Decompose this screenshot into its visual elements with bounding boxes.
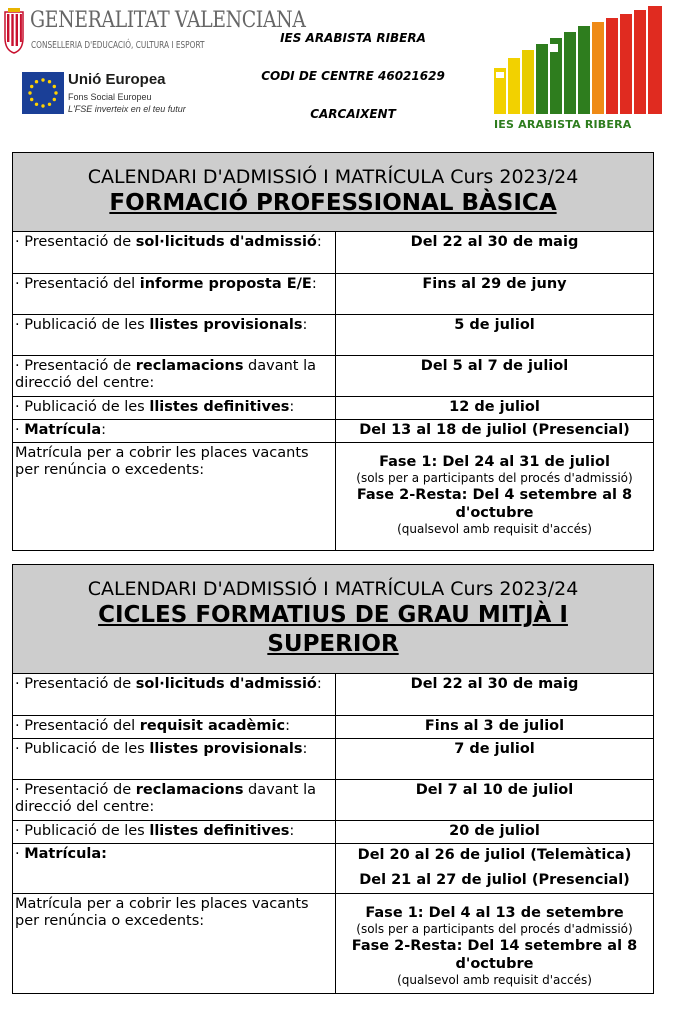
school-code: CODI DE CENTRE 46021629 — [261, 69, 445, 83]
table-row — [13, 893, 653, 993]
table-row — [13, 355, 653, 396]
generalitat-shield-icon — [4, 8, 24, 54]
phase2-note: (qualsevol amb requisit d'accés) — [397, 972, 592, 987]
table-row — [13, 738, 653, 779]
table-row — [13, 674, 653, 715]
cf-table — [13, 674, 653, 993]
row-value: 7 de juliol — [336, 738, 654, 779]
row-value: Fins al 3 de juliol — [336, 715, 654, 738]
row-label: · Matrícula: — [13, 843, 336, 893]
row-value: Del 7 al 10 de juliol — [336, 779, 654, 820]
phase1-dates: Fase 1: Del 24 al 31 de juliol — [379, 453, 610, 470]
row-value: Del 22 al 30 de maig — [410, 234, 579, 250]
table-row — [13, 779, 653, 820]
ies-logo — [492, 4, 668, 134]
cf-header — [13, 565, 653, 674]
table-row — [13, 419, 653, 442]
fpb-title-line1: CALENDARI D'ADMISSIÓ I MATRÍCULA Curs 2023/24 — [87, 166, 579, 188]
phase1-note: (sols per a participants del procés d'admissió) — [356, 921, 633, 936]
eu-logo — [22, 72, 192, 120]
matricula-presencial: Del 21 al 27 de juliol (Presencial) — [359, 871, 630, 888]
row-label: · Presentació de reclamacions davant la direcció del centre: — [13, 779, 336, 820]
vacancy-label: Matrícula per a cobrir les places vacants per renúncia o excedents: — [13, 893, 336, 993]
cf-title-line1: CALENDARI D'ADMISSIÓ I MATRÍCULA Curs 2023/24 — [87, 578, 579, 600]
row-value: Fins al 29 de juny — [336, 273, 654, 314]
ies-bars-icon — [492, 4, 668, 118]
phase2-dates: Fase 2-Resta: Del 14 setembre al 8 d'octubre — [351, 937, 638, 972]
row-value: 20 de juliol — [336, 820, 654, 843]
table-row — [13, 396, 653, 419]
matricula-value — [336, 843, 654, 893]
row-label: · Publicació de les llistes definitives: — [13, 820, 336, 843]
eu-title: Unió Europea — [68, 71, 166, 88]
cf-title-line2: CICLES FORMATIUS DE GRAU MITJÀ I SUPERIOR — [98, 602, 568, 657]
row-label: · Presentació de sol·licituds d'admissió: — [13, 674, 336, 715]
table-row — [13, 232, 653, 273]
school-name: IES ARABISTA RIBERA — [280, 31, 426, 45]
table-row — [13, 273, 653, 314]
fpb-title-line2: FORMACIÓ PROFESSIONAL BÀSICA — [109, 190, 557, 216]
table-row — [13, 843, 653, 893]
cf-calendar — [12, 564, 654, 994]
phase2-note: (qualsevol amb requisit d'accés) — [397, 521, 592, 536]
row-value: 12 de juliol — [336, 396, 654, 419]
row-value: 5 de juliol — [336, 314, 654, 355]
fpb-header — [13, 153, 653, 232]
vacancy-value — [336, 442, 654, 550]
school-info — [230, 30, 476, 144]
row-value: Del 5 al 7 de juliol — [336, 355, 654, 396]
generalitat-logo — [4, 6, 306, 58]
phase2-dates: Fase 2-Resta: Del 4 setembre al 8 d'octubre — [356, 486, 633, 521]
ies-logo-caption: IES ARABISTA RIBERA — [494, 118, 632, 131]
table-row — [13, 314, 653, 355]
table-row — [13, 442, 653, 550]
row-label: · Publicació de les llistes definitives: — [13, 396, 336, 419]
vacancy-label: Matrícula per a cobrir les places vacants per renúncia o excedents: — [13, 442, 336, 550]
row-label: · Presentació de reclamacions davant la direcció del centre: — [13, 355, 336, 396]
table-row — [13, 820, 653, 843]
generalitat-name: GENERALITAT VALENCIANA — [30, 8, 306, 33]
phase1-dates: Fase 1: Del 4 al 13 de setembre — [365, 904, 624, 921]
fpb-calendar — [12, 152, 654, 551]
row-label: · Presentació del requisit acadèmic: — [13, 715, 336, 738]
row-label: · Presentació de sol·licituds d'admissió: — [13, 232, 336, 273]
phase1-note: (sols per a participants del procés d'admissió) — [356, 470, 633, 485]
vacancy-value — [336, 893, 654, 993]
row-value: Del 22 al 30 de maig — [410, 676, 579, 692]
school-town: CARCAIXENT — [310, 107, 396, 121]
eu-fund-name: Fons Social Europeu — [68, 92, 152, 102]
fpb-table — [13, 232, 653, 550]
table-row — [13, 715, 653, 738]
eu-flag-icon — [22, 72, 64, 114]
eu-slogan: L'FSE inverteix en el teu futur — [68, 104, 186, 114]
row-label: · Matrícula: — [13, 419, 336, 442]
row-label: · Publicació de les llistes provisionals: — [13, 738, 336, 779]
generalitat-department: CONSELLERIA D'EDUCACIÓ, CULTURA I ESPORT — [31, 40, 205, 51]
row-label: · Presentació del informe proposta E/E: — [13, 273, 336, 314]
matricula-telematica: Del 20 al 26 de juliol (Telemàtica) — [357, 846, 632, 863]
row-label: · Publicació de les llistes provisionals: — [13, 314, 336, 355]
row-value: Del 13 al 18 de juliol (Presencial) — [336, 419, 654, 442]
